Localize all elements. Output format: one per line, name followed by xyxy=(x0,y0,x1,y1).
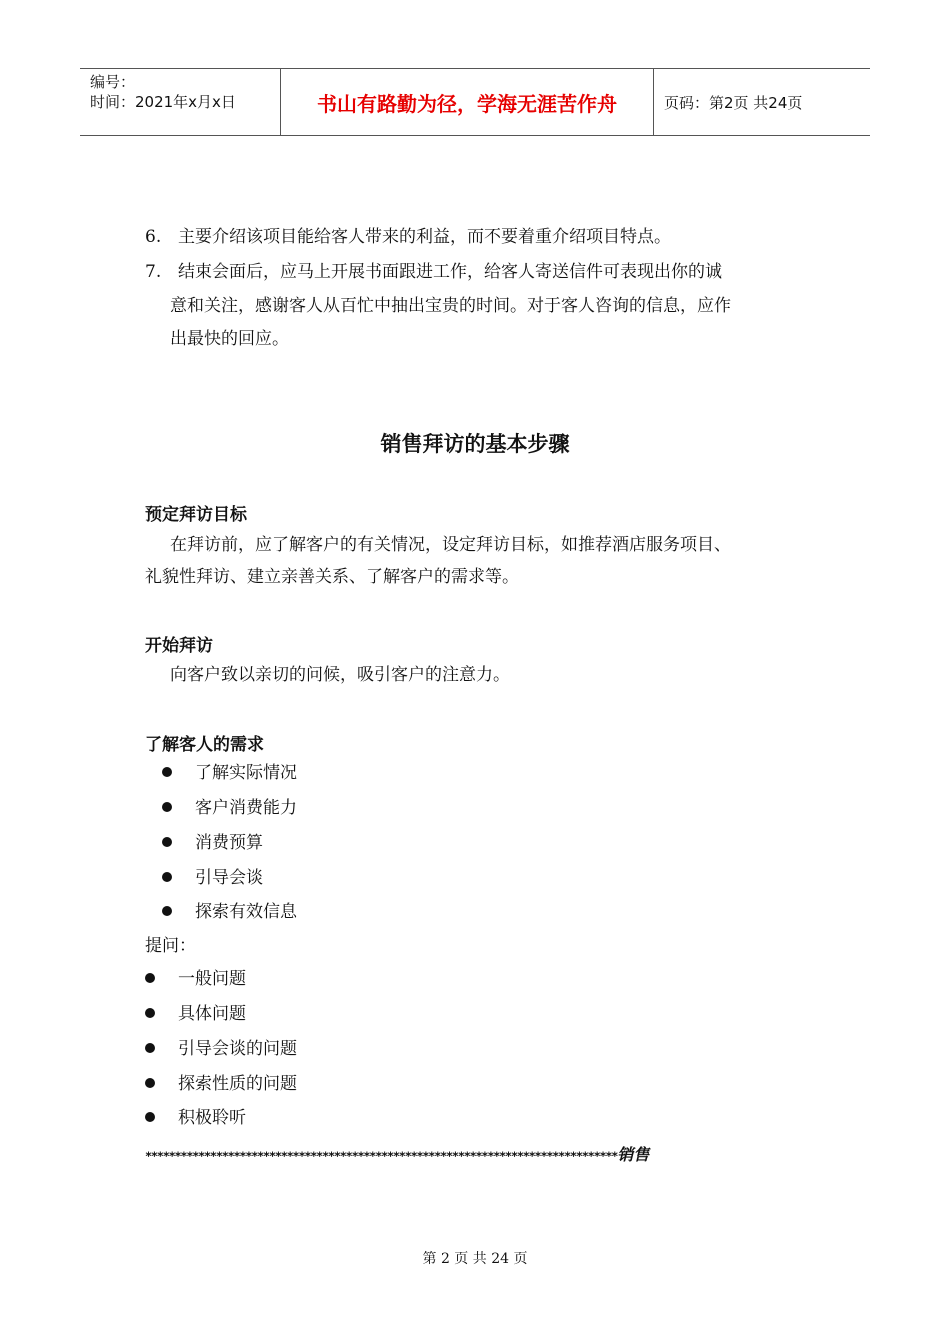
bullet-icon xyxy=(162,872,172,882)
intro-item-6 xyxy=(145,226,671,248)
bullet-icon xyxy=(162,906,172,916)
list-item: 引导会谈 xyxy=(162,867,263,889)
star-divider xyxy=(145,1142,649,1165)
section-title: 销售拜访的基本步骤 xyxy=(380,432,570,456)
document-number-label: 编号： xyxy=(90,73,136,91)
bullet-icon xyxy=(162,767,172,777)
intro-item-number: 6. xyxy=(145,227,162,247)
page-footer: 第 2 页 共 24 页 xyxy=(422,1251,528,1267)
bullet-icon xyxy=(145,973,155,983)
list-item: 消费预算 xyxy=(162,832,263,854)
bullet-icon xyxy=(162,802,172,812)
step-title-goal: 预定拜访目标 xyxy=(145,505,247,525)
bullet-icon xyxy=(162,837,172,847)
bullet-icon xyxy=(145,1008,155,1018)
question-label: 提问： xyxy=(145,936,196,956)
header-motto: 书山有路勤为径，学海无涯苦作舟 xyxy=(281,69,654,135)
bullet-icon xyxy=(145,1112,155,1122)
list-item: 探索性质的问题 xyxy=(145,1073,297,1095)
list-item: 积极聆听 xyxy=(145,1107,246,1129)
header-meta-cell xyxy=(80,69,281,135)
list-item: 探索有效信息 xyxy=(162,901,297,923)
bullet-icon xyxy=(145,1043,155,1053)
list-item: 具体问题 xyxy=(145,1003,246,1025)
intro-item-7 xyxy=(145,261,722,283)
header-page-label: 页码：第2页 共24页 xyxy=(664,93,803,112)
intro-item-text: 主要介绍该项目能给客人带来的利益，而不要着重介绍项目特点。 xyxy=(178,227,671,247)
step-title-start: 开始拜访 xyxy=(145,636,213,656)
intro-item-7-line-3: 出最快的回应。 xyxy=(170,329,289,349)
list-item: 引导会谈的问题 xyxy=(145,1038,297,1060)
header-table xyxy=(80,68,870,136)
list-item: 了解实际情况 xyxy=(162,762,297,784)
intro-item-number: 7. xyxy=(145,262,162,282)
intro-item-7-line-2: 意和关注，感谢客人从百忙中抽出宝贵的时间。对于客人咨询的信息，应作 xyxy=(170,296,731,316)
intro-item-text: 结束会面后，应马上开展书面跟进工作，给客人寄送信件可表现出你的诚 xyxy=(178,262,722,282)
star-divider-stars: ******************************************************************************** xyxy=(145,1149,618,1163)
step-title-needs: 了解客人的需求 xyxy=(145,735,264,755)
star-divider-label: 销售 xyxy=(617,1145,650,1164)
document-time-label: 时间：2021年x月x日 xyxy=(90,93,236,111)
list-item: 客户消费能力 xyxy=(162,797,297,819)
step-start-text: 向客户致以亲切的问候，吸引客户的注意力。 xyxy=(170,665,510,685)
list-item: 一般问题 xyxy=(145,968,246,990)
step-goal-text-line-1: 在拜访前，应了解客户的有关情况，设定拜访目标，如推荐酒店服务项目、 xyxy=(170,535,731,555)
step-goal-text-line-2: 礼貌性拜访、建立亲善关系、了解客户的需求等。 xyxy=(145,567,519,587)
bullet-icon xyxy=(145,1078,155,1088)
